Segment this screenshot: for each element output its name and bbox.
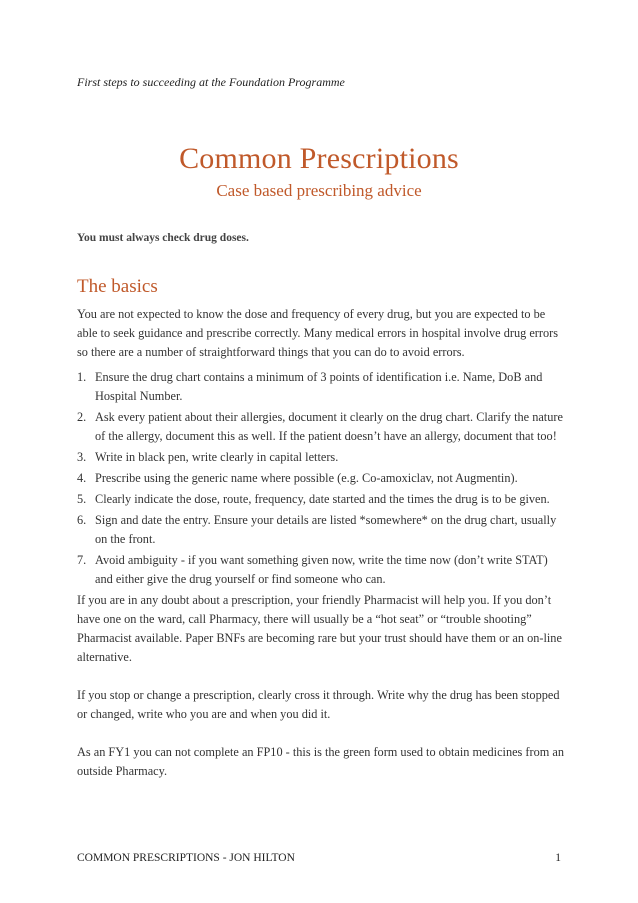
list-item	[77, 469, 567, 488]
list-item-text: Clearly indicate the dose, route, frequency, date started and the times the drug is to be given.	[95, 492, 550, 506]
page-subtitle: Case based prescribing advice	[216, 181, 422, 200]
list-item-number: 2.	[77, 410, 87, 424]
prescribing-steps-list	[77, 368, 567, 589]
list-item	[77, 490, 567, 509]
stop-prescription-paragraph: If you stop or change a prescription, clearly cross it through. Write why the drug has been stopped or changed, write who you are and when you did it.	[77, 688, 560, 721]
list-item	[77, 511, 567, 549]
running-header: First steps to succeeding at the Foundation Programme	[77, 75, 345, 89]
page-number: 1	[555, 852, 561, 864]
list-item-number: 4.	[77, 471, 87, 485]
list-item-number: 6.	[77, 513, 87, 527]
list-item-number: 7.	[77, 553, 87, 567]
list-item-text: Ensure the drug chart contains a minimum of 3 points of identification i.e. Name, DoB and Hospital Number.	[95, 370, 543, 403]
basics-intro: You are not expected to know the dose and frequency of every drug, but you are expected to be able to seek guidance and prescribe correctly. Many medical errors in hospital involve drug errors so there are a number of straightforward things that you can do to avoid errors.	[77, 307, 558, 359]
fp10-paragraph: As an FY1 you can not complete an FP10 - this is the green form used to obtain medicines from an outside Pharmacy.	[77, 745, 564, 778]
basics-content	[77, 305, 567, 781]
list-item-number: 3.	[77, 450, 87, 464]
list-item-text: Write in black pen, write clearly in capital letters.	[95, 450, 339, 464]
list-item	[77, 448, 567, 467]
page-title: Common Prescriptions	[179, 142, 459, 175]
list-item-number: 5.	[77, 492, 87, 506]
list-item-text: Prescribe using the generic name where possible (e.g. Co-amoxiclav, not Augmentin).	[95, 471, 518, 485]
dose-warning: You must always check drug doses.	[77, 232, 249, 244]
list-item	[77, 408, 567, 446]
footer-running-title: COMMON PRESCRIPTIONS - JON HILTON	[77, 852, 295, 864]
list-item	[77, 368, 567, 406]
pharmacist-paragraph: If you are in any doubt about a prescription, your friendly Pharmacist will help you. If you don’t have one on the ward, call Pharmacy, there will usually be a “hot seat” or “trouble shooting” Pharmacist available. Paper BNFs are becoming rare but your trust should have them or an on-line alternative.	[77, 593, 562, 664]
list-item	[77, 551, 567, 589]
list-item-text: Avoid ambiguity - if you want something given now, write the time now (don’t write STAT) and either give the drug yourself or find someone who can.	[95, 553, 548, 586]
section-heading-basics: The basics	[77, 276, 158, 297]
list-item-text: Sign and date the entry. Ensure your details are listed *somewhere* on the drug chart, usually on the front.	[95, 513, 557, 546]
list-item-text: Ask every patient about their allergies, document it clearly on the drug chart. Clarify the nature of the allergy, document this as well. If the patient doesn’t have an allergy, document that too!	[95, 410, 563, 443]
list-item-number: 1.	[77, 370, 87, 384]
